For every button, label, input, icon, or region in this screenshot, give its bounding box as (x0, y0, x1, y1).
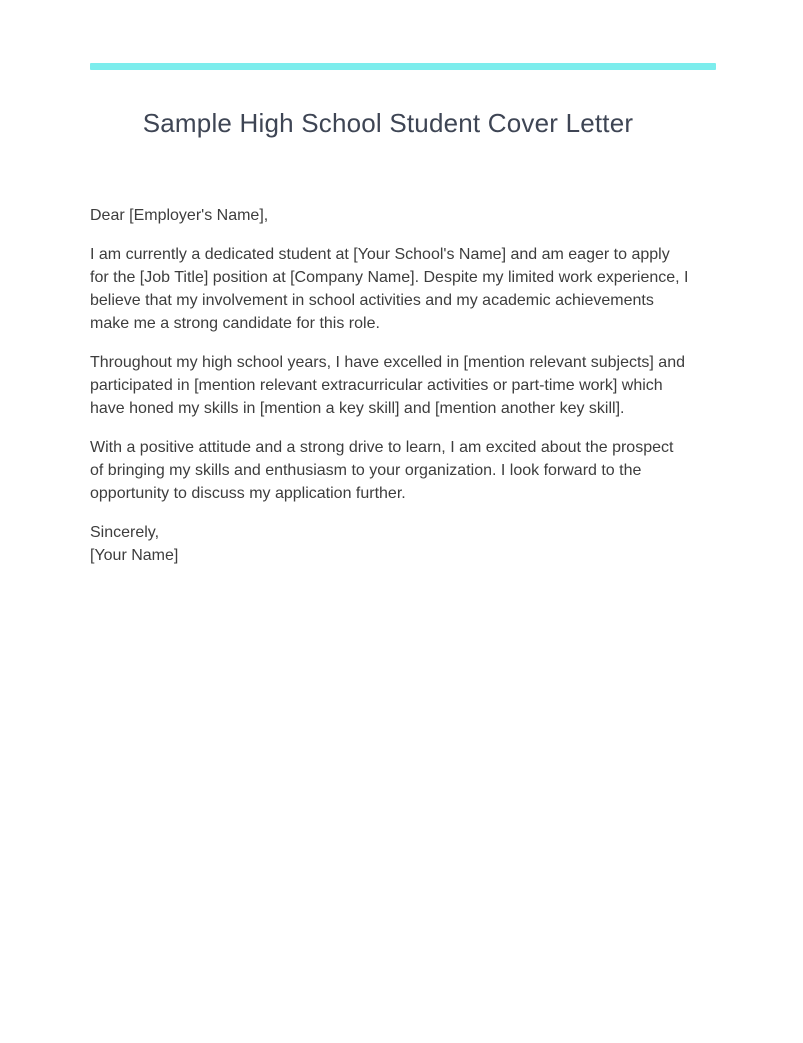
cover-letter-body (90, 204, 690, 567)
letter-paragraph: Throughout my high school years, I have excelled in [mention relevant subjects] and participated in [mention relevant extracurricular activities or part-time work] which have honed my skills in [mention a key skill] and [mention another key skill]. (90, 354, 685, 417)
closing: Sincerely, (90, 524, 160, 541)
closing-block (90, 521, 690, 567)
letter-paragraph: With a positive attitude and a strong drive to learn, I am excited about the prospect of bringing my skills and enthusiasm to your organization. I look forward to the opportunity to discuss my application further. (90, 439, 674, 502)
letter-paragraph: I am currently a dedicated student at [Your School's Name] and am eager to apply for the [Job Title] position at [Company Name]. Despite my limited work experience, I believe that my involvement in school activities and my academic achievements make me a strong candidate for this role. (90, 246, 689, 332)
salutation: Dear [Employer's Name], (90, 207, 269, 224)
signature-placeholder: [Your Name] (90, 547, 179, 564)
page-title: Sample High School Student Cover Letter (142, 108, 634, 138)
accent-bar (90, 63, 716, 70)
